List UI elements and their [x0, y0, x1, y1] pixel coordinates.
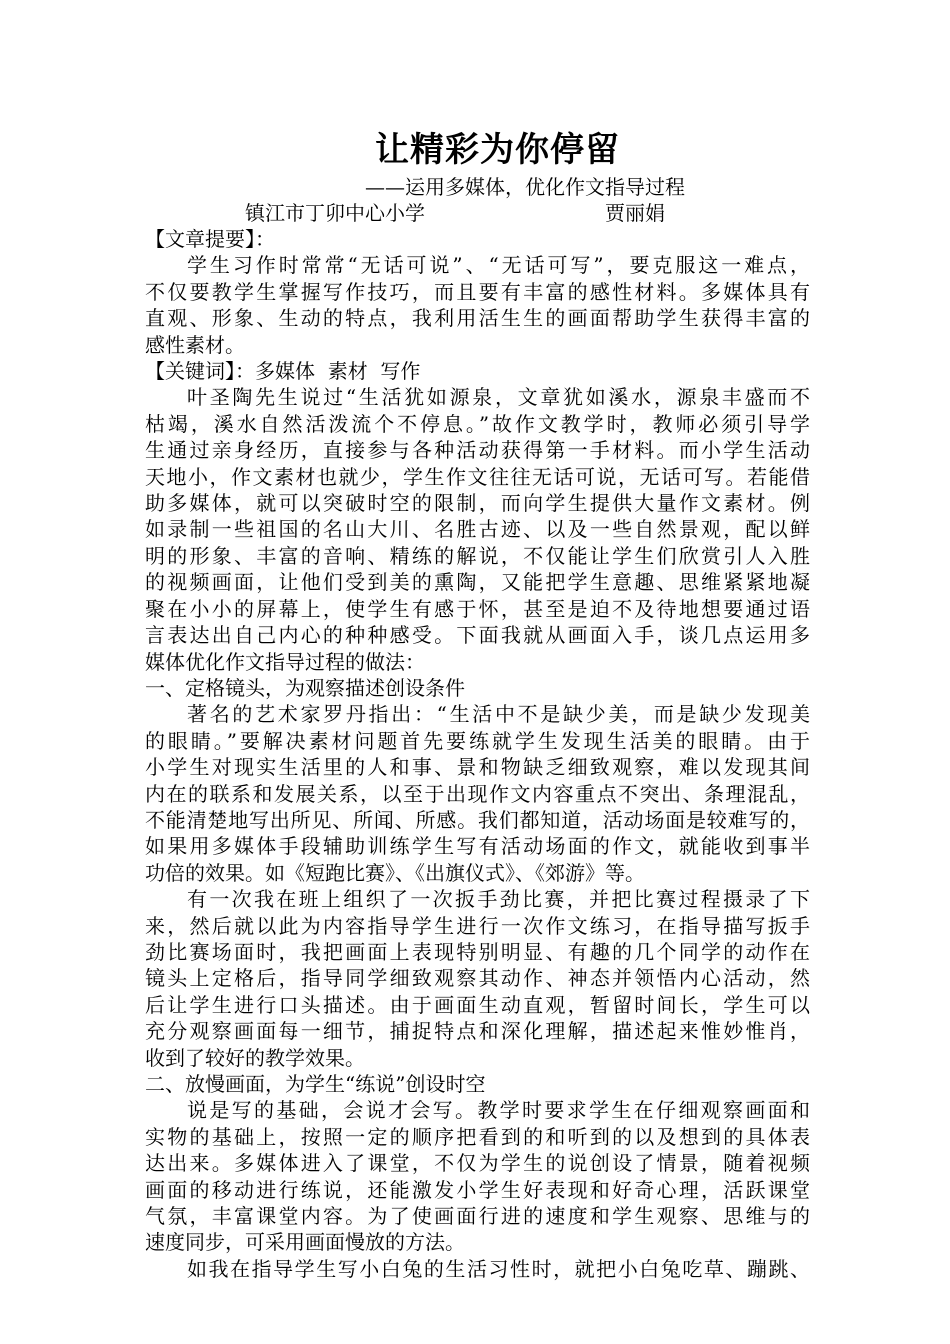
text-line: 如我在指导学生写小白兔的生活习性时，就把小白兔吃草、蹦跳、: [187, 1256, 810, 1281]
text-line: 充分观察画面每一细节，捕捉特点和深化理解，描述起来惟妙惟肖，: [145, 1019, 810, 1044]
text-line: 不仅要教学生掌握写作技巧，而且要有丰富的感性材料。多媒体具有: [145, 279, 810, 304]
text-line: 言表达出自己内心的种种感受。下面我就从画面入手，谈几点运用多: [145, 623, 810, 648]
text-line: 枯竭，溪水自然活泼流个不停息。”故作文教学时，教师必须引导学: [145, 411, 810, 436]
text-line: 天地小，作文素材也就少，学生作文往往无话可说，无话可写。若能借: [145, 464, 810, 489]
section-2-heading: 二、放慢画面，为学生“练说”创设时空: [145, 1072, 486, 1096]
text-line: 的眼睛。”要解决素材问题首先要练就学生发现生活美的眼睛。由于: [145, 728, 810, 753]
text-line: 镜头上定格后，指导同学细致观察其动作、神态并领悟内心活动，然: [145, 966, 810, 991]
section-2-paragraph-1: [145, 1097, 810, 1255]
section-1-paragraph-1: [145, 701, 810, 886]
abstract-paragraph: [145, 252, 810, 358]
text-line: 著名的艺术家罗丹指出：“生活中不是缺少美，而是缺少发现美: [187, 702, 810, 727]
text-line: 聚在小小的屏幕上，使学生有感于怀，甚至是迫不及待地想要通过语: [145, 596, 810, 621]
intro-paragraph: [145, 384, 810, 674]
text-line: 助多媒体，就可以突破时空的限制，而向学生提供大量作文素材。例: [145, 491, 810, 516]
section-1-heading: 一、定格镜头，为观察描述创设条件: [145, 675, 465, 700]
text-line: 直观、形象、生动的特点，我利用活生生的画面帮助学生获得丰富的: [145, 306, 810, 331]
section-2-paragraph-2: [145, 1256, 810, 1282]
text-line: 气氛，丰富课堂内容。为了使画面行进的速度和学生观察、思维与的: [145, 1204, 810, 1229]
text-line: 如果用多媒体手段辅助训练学生写有活动场面的作文，就能收到事半: [145, 834, 810, 859]
keywords-line: 【关键词】：多媒体 素材 写作: [145, 359, 421, 384]
text-line: 小学生对现实生活里的人和事、景和物缺乏细致观察，难以发现其间: [145, 755, 810, 780]
document-title: 让精彩为你停留: [375, 130, 620, 170]
text-line: 有一次我在班上组织了一次扳手劲比赛，并把比赛过程摄录了下: [187, 887, 810, 912]
text-line: 画面的移动进行练说，还能激发小学生好表现和好奇心理，活跃课堂: [145, 1177, 810, 1202]
section-1-paragraph-2: [145, 886, 810, 1071]
text-line: 达出来。多媒体进入了课堂，不仅为学生的说创设了情景，随着视频: [145, 1151, 810, 1176]
text-line: 收到了较好的教学效果。: [145, 1045, 365, 1070]
byline: [145, 200, 810, 226]
text-line: 后让学生进行口头描述。由于画面生动直观，暂留时间长，学生可以: [145, 992, 810, 1017]
text-line: 生通过亲身经历，直接参与各种活动获得第一手材料。而小学生活动: [145, 438, 810, 463]
document-subtitle: ——运用多媒体，优化作文指导过程: [365, 175, 685, 199]
text-line: 不能清楚地写出所见、所闻、所感。我们都知道，活动场面是较难写的，: [145, 807, 810, 832]
text-line: 叶圣陶先生说过“生活犹如源泉，文章犹如溪水，源泉丰盛而不: [187, 385, 810, 410]
text-line: 的视频画面，让他们受到美的熏陶，又能把学生意趣、思维紧紧地凝: [145, 570, 810, 595]
text-line: 学生习作时常常“无话可说”、“无话可写”，要克服这一难点，: [187, 253, 810, 278]
text-line: 劲比赛场面时，我把画面上表现特别明显、有趣的几个同学的动作在: [145, 939, 810, 964]
text-line: 感性素材。: [145, 332, 245, 357]
text-line: 明的形象、丰富的音响、精练的解说，不仅能让学生们欣赏引人入胜: [145, 543, 810, 568]
text-line: 内在的联系和发展关系，以至于出现作文内容重点不突出、条理混乱，: [145, 781, 810, 806]
document-page: [145, 126, 810, 1282]
text-line: 媒体优化作文指导过程的做法：: [145, 649, 425, 674]
text-line: 速度同步，可采用画面慢放的方法。: [145, 1230, 465, 1255]
text-line: 实物的基础上，按照一定的顺序把看到的和听到的以及想到的具体表: [145, 1124, 810, 1149]
text-line: 功倍的效果。如《短跑比赛》、《出旗仪式》、《郊游》等。: [145, 860, 645, 885]
author-name: 贾丽娟: [605, 201, 665, 225]
text-line: 如录制一些祖国的名山大川、名胜古迹、以及一些自然景观，配以鲜: [145, 517, 810, 542]
abstract-label: 【文章提要】：: [145, 227, 275, 251]
school-name: 镇江市丁卯中心小学: [245, 201, 425, 225]
text-line: 说是写的基础，会说才会写。教学时要求学生在仔细观察画面和: [187, 1098, 810, 1123]
text-line: 来，然后就以此为内容指导学生进行一次作文练习，在指导描写扳手: [145, 913, 810, 938]
